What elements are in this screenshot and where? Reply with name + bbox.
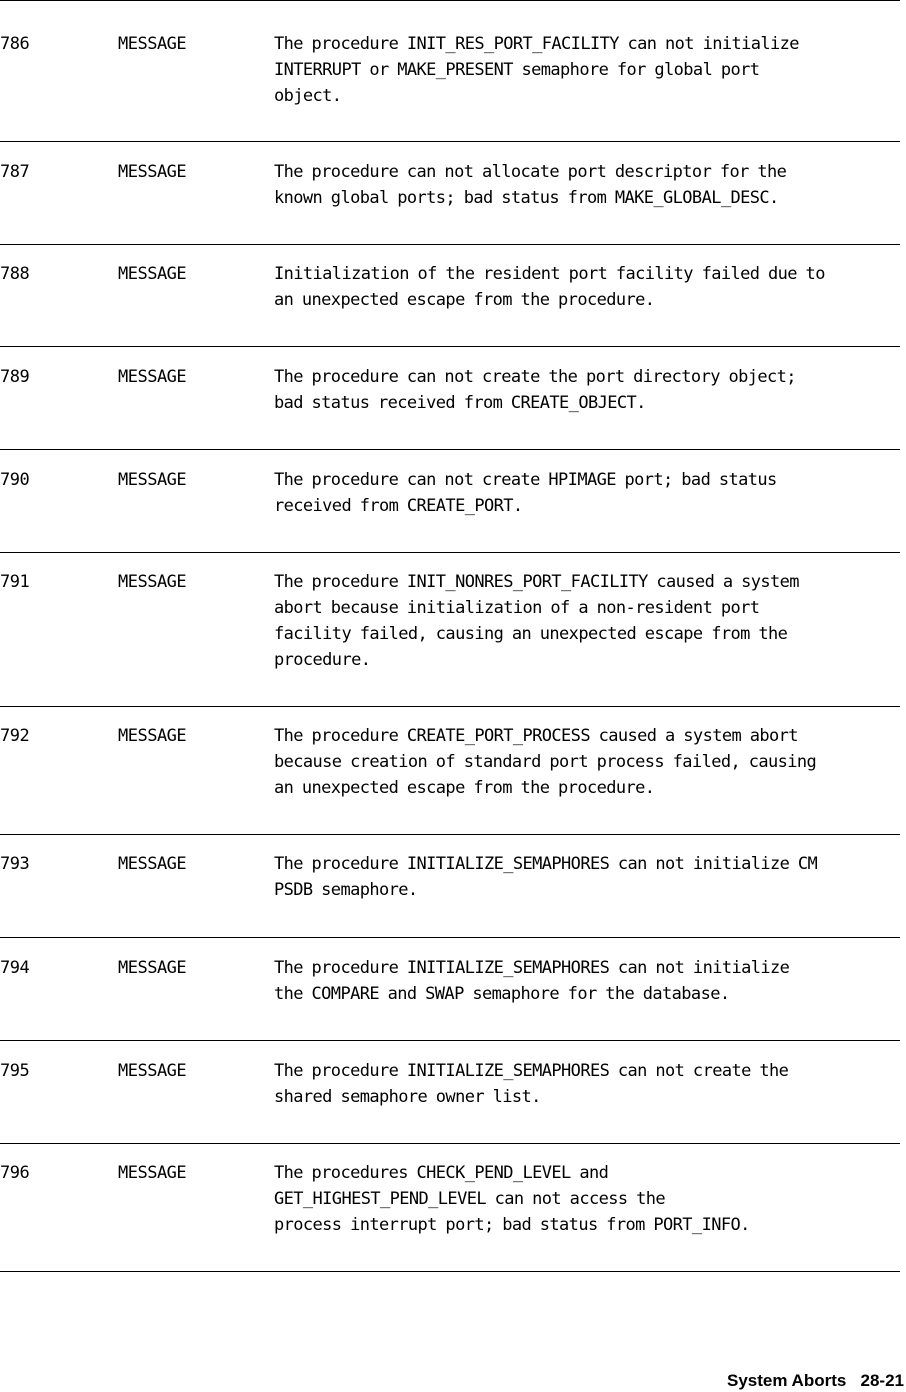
abort-code: 793 bbox=[0, 854, 30, 874]
description-line: process interrupt port; bad status from PORT_INFO. bbox=[274, 1215, 750, 1235]
abort-description bbox=[274, 159, 906, 211]
abort-type: MESSAGE bbox=[118, 726, 187, 746]
description-line: an unexpected escape from the procedure. bbox=[274, 778, 655, 798]
divider bbox=[0, 1271, 900, 1272]
description-line: known global ports; bad status from MAKE_GLOBAL_DESC. bbox=[274, 188, 779, 208]
divider bbox=[0, 552, 900, 553]
description-line: The procedure CREATE_PORT_PROCESS caused a system abort bbox=[274, 726, 798, 746]
divider bbox=[0, 244, 900, 245]
description-line: The procedure INITIALIZE_SEMAPHORES can not initialize bbox=[274, 958, 790, 978]
abort-description bbox=[274, 31, 906, 109]
abort-description bbox=[274, 569, 906, 673]
abort-description bbox=[274, 955, 906, 1007]
abort-type: MESSAGE bbox=[118, 854, 187, 874]
abort-code: 787 bbox=[0, 162, 30, 182]
divider bbox=[0, 141, 900, 142]
abort-code: 788 bbox=[0, 264, 30, 284]
abort-description bbox=[274, 1160, 906, 1238]
description-line: The procedure INITIALIZE_SEMAPHORES can not initialize CM bbox=[274, 854, 818, 874]
description-line: The procedure INITIALIZE_SEMAPHORES can not create the bbox=[274, 1061, 789, 1081]
description-line: an unexpected escape from the procedure. bbox=[274, 290, 655, 310]
abort-code: 792 bbox=[0, 726, 30, 746]
description-line: Initialization of the resident port facility failed due to bbox=[274, 264, 825, 284]
description-line: The procedure INIT_NONRES_PORT_FACILITY caused a system bbox=[274, 572, 799, 592]
abort-description bbox=[274, 723, 906, 801]
abort-description bbox=[274, 1058, 906, 1110]
description-line: GET_HIGHEST_PEND_LEVEL can not access the bbox=[274, 1189, 666, 1209]
description-line: received from CREATE_PORT. bbox=[274, 496, 523, 516]
description-line: because creation of standard port process failed, causing bbox=[274, 752, 817, 772]
abort-code: 789 bbox=[0, 367, 30, 387]
abort-code: 796 bbox=[0, 1163, 30, 1183]
description-line: PSDB semaphore. bbox=[274, 880, 418, 900]
divider bbox=[0, 449, 900, 450]
abort-type: MESSAGE bbox=[118, 34, 187, 54]
footer-page-number: 28-21 bbox=[860, 1371, 904, 1390]
abort-code: 795 bbox=[0, 1061, 30, 1081]
abort-type: MESSAGE bbox=[118, 367, 187, 387]
page-footer bbox=[727, 1370, 904, 1392]
abort-code: 790 bbox=[0, 470, 30, 490]
divider bbox=[0, 346, 900, 347]
abort-code: 791 bbox=[0, 572, 30, 592]
description-line: INTERRUPT or MAKE_PRESENT semaphore for global port bbox=[274, 60, 760, 80]
divider bbox=[0, 1143, 900, 1144]
abort-type: MESSAGE bbox=[118, 470, 187, 490]
abort-type: MESSAGE bbox=[118, 572, 187, 592]
abort-description bbox=[274, 364, 906, 416]
footer-section-title: System Aborts bbox=[726, 1371, 847, 1390]
abort-type: MESSAGE bbox=[118, 1163, 187, 1183]
divider bbox=[0, 937, 900, 938]
abort-description bbox=[274, 851, 906, 903]
description-line: shared semaphore owner list. bbox=[274, 1087, 541, 1107]
divider bbox=[0, 706, 900, 707]
description-line: The procedure INIT_RES_PORT_FACILITY can not initialize bbox=[274, 34, 799, 54]
description-line: facility failed, causing an unexpected escape from the bbox=[274, 624, 788, 644]
description-line: The procedures CHECK_PEND_LEVEL and bbox=[274, 1163, 609, 1183]
description-line: The procedure can not allocate port descriptor for the bbox=[274, 162, 787, 182]
abort-type: MESSAGE bbox=[118, 958, 187, 978]
abort-code: 786 bbox=[0, 34, 30, 54]
divider bbox=[0, 0, 900, 1]
abort-type: MESSAGE bbox=[118, 162, 187, 182]
divider bbox=[0, 834, 900, 835]
divider bbox=[0, 1040, 900, 1041]
description-line: object. bbox=[274, 86, 342, 106]
description-line: The procedure can not create the port directory object; bbox=[274, 367, 796, 387]
abort-description bbox=[274, 467, 906, 519]
description-line: the COMPARE and SWAP semaphore for the database. bbox=[274, 984, 730, 1004]
abort-description bbox=[274, 261, 906, 313]
description-line: bad status received from CREATE_OBJECT. bbox=[274, 393, 646, 413]
abort-type: MESSAGE bbox=[118, 1061, 187, 1081]
description-line: The procedure can not create HPIMAGE port; bad status bbox=[274, 470, 777, 490]
description-line: procedure. bbox=[274, 650, 371, 670]
description-line: abort because initialization of a non-resident port bbox=[274, 598, 760, 618]
abort-code: 794 bbox=[0, 958, 30, 978]
abort-type: MESSAGE bbox=[118, 264, 187, 284]
